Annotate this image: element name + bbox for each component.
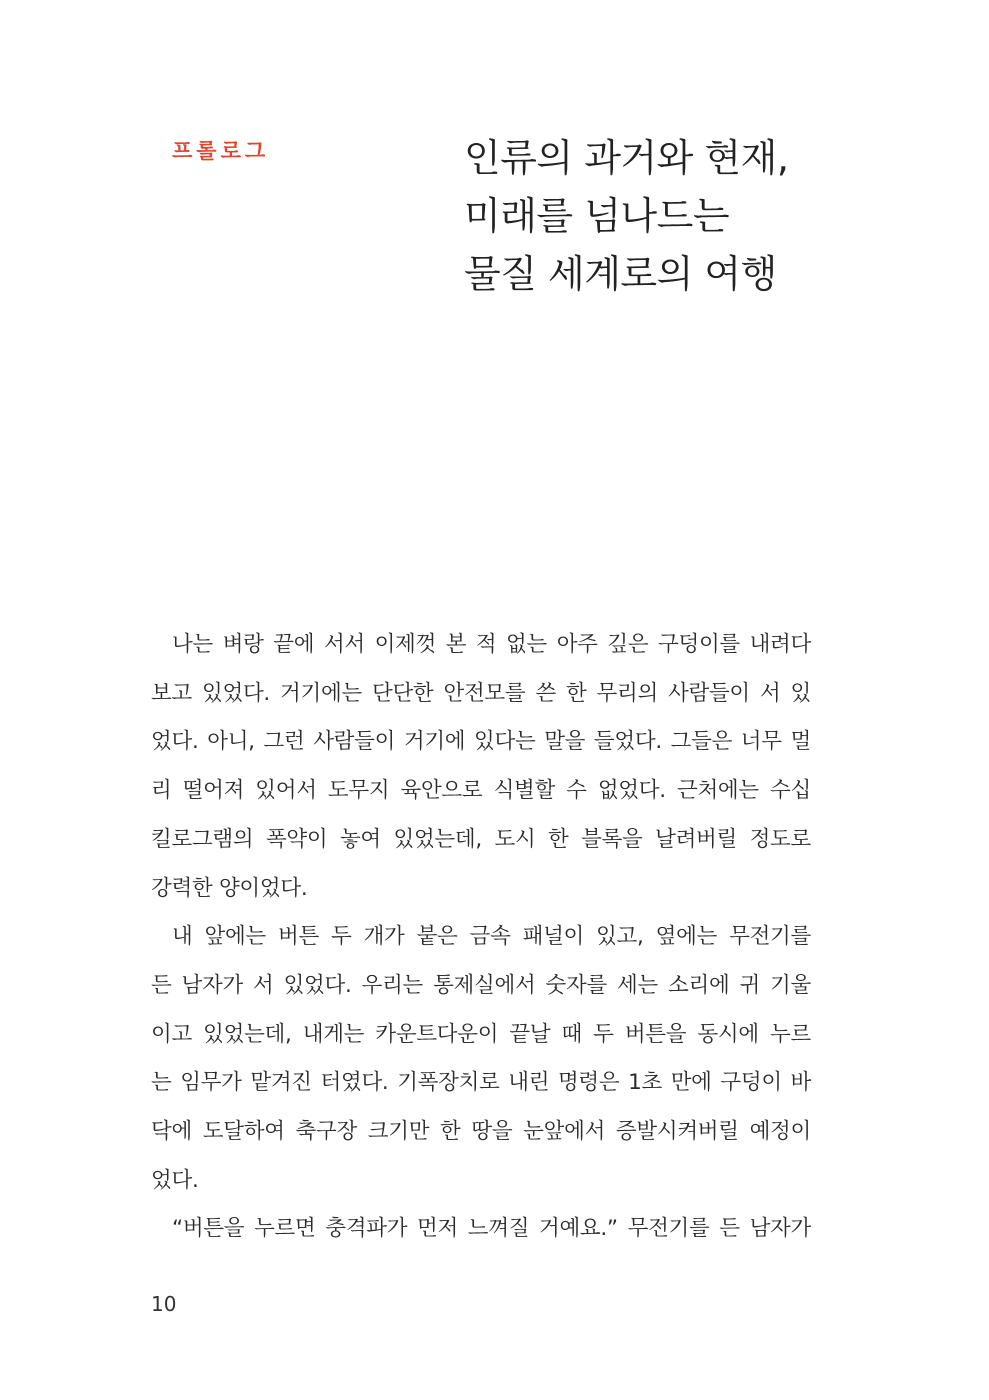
- chapter-title-line: 물질 세계로의 여행: [464, 252, 777, 296]
- chapter-title-line: 미래를 넘나드는: [464, 194, 730, 238]
- body-text: [151, 621, 811, 1254]
- chapter-title: [464, 129, 884, 303]
- paragraph-line: 강력한 양이었다.: [151, 875, 308, 901]
- paragraph-line: 보고 있었다. 거기에는 단단한 안전모를 쓴 한 무리의 사람들이 서 있: [151, 680, 811, 706]
- paragraph-line: 내 앞에는 버튼 두 개가 붙은 금속 패널이 있고, 옆에는 무전기를: [172, 924, 811, 950]
- paragraph-line: 는 임무가 맡겨진 터였다. 기폭장치로 내린 명령은 1초 만에 구덩이 바: [151, 1070, 811, 1096]
- chapter-label: 프롤로그: [172, 139, 270, 163]
- chapter-title-line: 인류의 과거와 현재,: [464, 136, 789, 180]
- paragraph-line: “버튼을 누르면 충격파가 먼저 느껴질 거예요.” 무전기를 든 남자가: [172, 1216, 811, 1242]
- paragraph-line: 리 떨어져 있어서 도무지 육안으로 식별할 수 없었다. 근처에는 수십: [151, 778, 811, 804]
- paragraph-line: 킬로그램의 폭약이 놓여 있었는데, 도시 한 블록을 날려버릴 정도로: [151, 826, 811, 852]
- page-number: 10: [151, 1292, 177, 1316]
- paragraph-line: 나는 벼랑 끝에 서서 이제껏 본 적 없는 아주 깊은 구덩이를 내려다: [172, 632, 811, 657]
- paragraph-line: 닥에 도달하여 축구장 크기만 한 땅을 눈앞에서 증발시켜버릴 예정이: [151, 1119, 811, 1145]
- paragraph-line: 었다.: [151, 1167, 199, 1193]
- paragraph-line: 었다. 아니, 그런 사람들이 거기에 있다는 말을 들었다. 그들은 너무 멀: [151, 729, 811, 755]
- paragraph-line: 든 남자가 서 있었다. 우리는 통제실에서 숫자를 세는 소리에 귀 기울: [151, 972, 811, 998]
- paragraph-line: 이고 있었는데, 내게는 카운트다운이 끝날 때 두 버튼을 동시에 누르: [151, 1021, 811, 1047]
